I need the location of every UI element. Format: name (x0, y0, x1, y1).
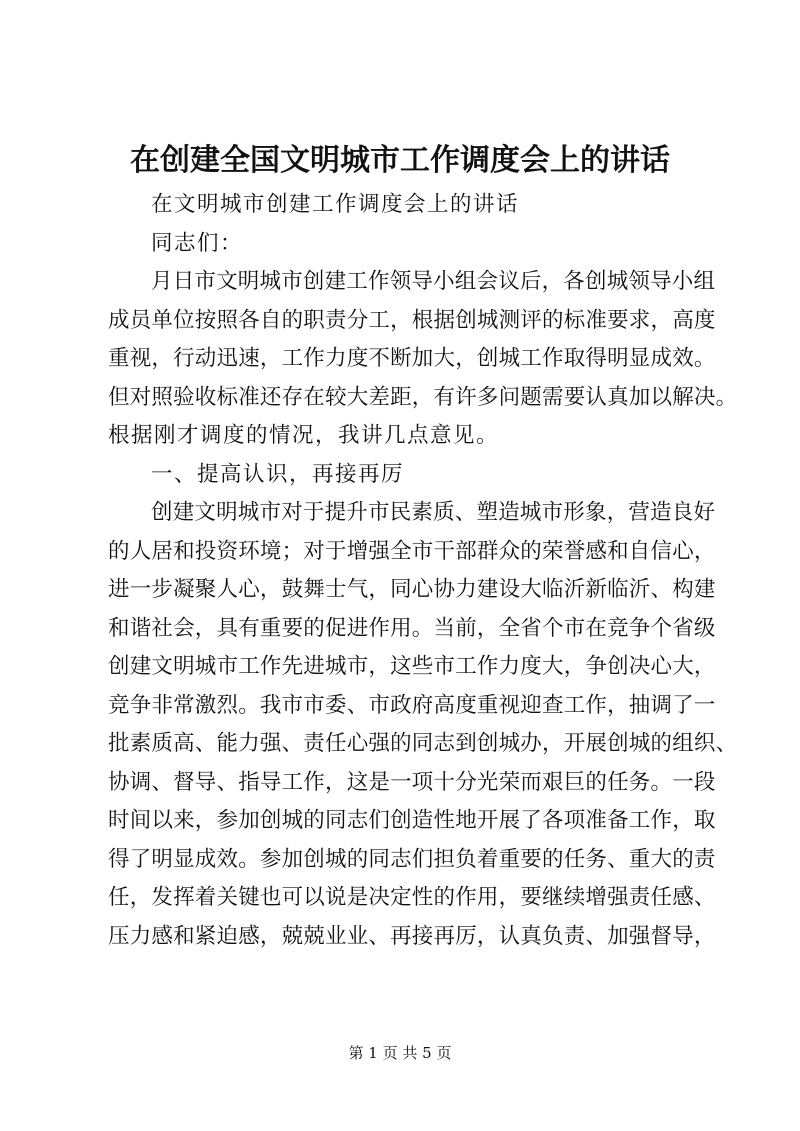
paragraph-2-line-3: 进一步凝聚人心，鼓舞士气，同心协力建设大临沂新临沂、构建 (108, 577, 716, 602)
paragraph-2-line-5: 创建文明城市工作先进城市，这些市工作力度大，争创决心大， (108, 654, 716, 679)
paragraph-2-line-1: 创建文明城市对于提升市民素质、塑造城市形象，营造良好 (151, 500, 716, 525)
paragraph-1-line-5: 根据刚才调度的情况，我讲几点意见。 (108, 423, 500, 448)
paragraph-2-line-7: 批素质高、能力强、责任心强的同志到创城办，开展创城的组织、 (108, 731, 738, 756)
paragraph-1-line-4: 但对照验收标准还存在较大差距，有许多问题需要认真加以解决。 (108, 384, 738, 410)
paragraph-2-line-4: 和谐社会，具有重要的促进作用。当前，全省个市在竞争个省级 (108, 615, 716, 641)
paragraph-1-line-2: 成员单位按照各自的职责分工，根据创城测评的标准要求，高度 (108, 307, 716, 333)
document-subtitle: 在文明城市创建工作调度会上的讲话 (151, 192, 520, 217)
paragraph-2-line-11: 任，发挥着关键也可以说是决定性的作用，要继续增强责任感、 (108, 885, 716, 910)
section-heading-1: 一、提高认识，再接再厉 (151, 461, 405, 487)
paragraph-1-line-3: 重视，行动迅速，工作力度不断加大，创城工作取得明显成效。 (108, 346, 716, 371)
paragraph-2-line-9: 时间以来，参加创城的同志们创造性地开展了各项准备工作，取 (108, 808, 716, 833)
document-body (108, 186, 738, 956)
paragraph-2-line-2: 的人居和投资环境；对于增强全市干部群众的荣誉感和自信心， (108, 538, 716, 564)
salutation: 同志们： (151, 230, 244, 256)
page-number-label: 第 1 页 共 5 页 (348, 1044, 452, 1062)
paragraph-2-line-8: 协调、督导、指导工作，这是一项十分光荣而艰巨的任务。一段 (108, 769, 716, 795)
paragraph-2-line-12: 压力感和紧迫感，兢兢业业、再接再厉，认真负责、加强督导， (108, 923, 716, 949)
paragraph-1-line-1: 月日市文明城市创建工作领导小组会议后，各创城领导小组 (151, 269, 716, 294)
page-footer (0, 1043, 800, 1063)
paragraph-2-line-10: 得了明显成效。参加创城的同志们担负着重要的任务、重大的责 (108, 846, 716, 872)
paragraph-2-line-6: 竞争非常激烈。我市市委、市政府高度重视迎查工作，抽调了一 (108, 692, 716, 718)
document-title: 在创建全国文明城市工作调度会上的讲话 (130, 143, 670, 178)
